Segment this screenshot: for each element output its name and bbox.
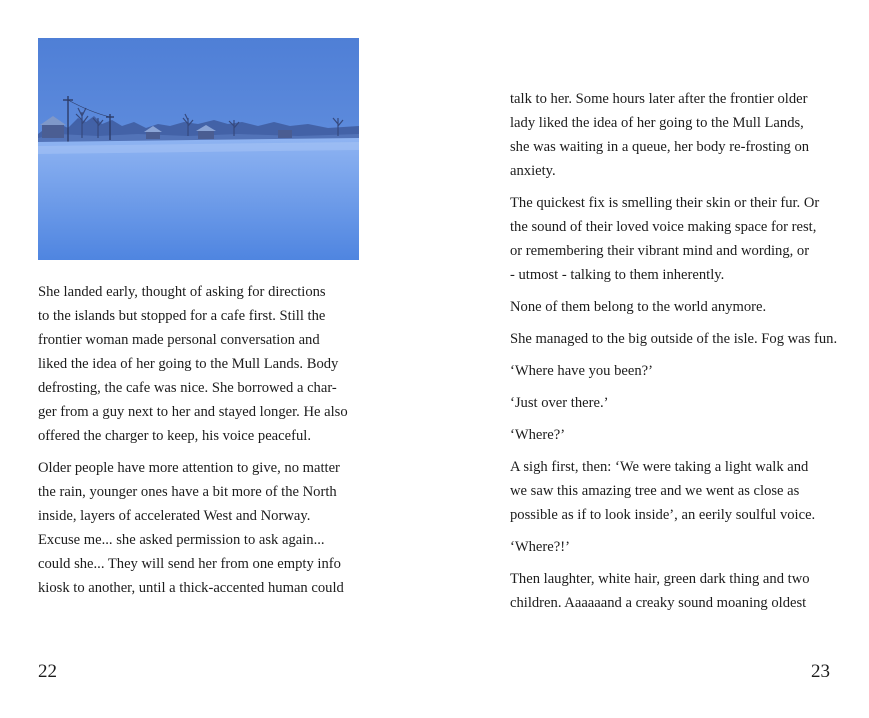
paragraph [510,87,840,183]
text-line: The quickest fix is smelling their skin or their fur. Or [510,195,820,211]
text-line: She landed early, thought of asking for directions [38,284,326,300]
text-line: she was waiting in a queue, her body re-frosting on [510,139,810,155]
text-line: A sigh first, then: ‘We were taking a light walk and [510,459,809,475]
text-line: the rain, younger ones have a bit more of the North [38,484,337,500]
page-number-left: 22 [38,661,57,682]
text-line: ger from a guy next to her and stayed longer. He also [38,404,348,420]
paragraph [510,455,840,527]
right-page [434,0,869,718]
dialogue-line [510,359,840,383]
text-line: ‘Where?!’ [510,539,570,555]
text-line: ‘Just over there.’ [510,395,609,411]
dialogue-line [510,391,840,415]
text-line: defrosting, the cafe was nice. She borrowed a char- [38,380,337,396]
page-number-right: 23 [811,661,830,682]
text-line: to the islands but stopped for a cafe first. Still the [38,308,326,324]
left-page-text [38,280,368,600]
text-line: or remembering their vibrant mind and wording, or [510,243,810,259]
text-line: the sound of their loved voice making space for rest, [510,219,817,235]
text-line: liked the idea of her going to the Mull Lands. Body [38,356,339,372]
text-line: talk to her. Some hours later after the frontier older [510,91,808,107]
text-line: we saw this amazing tree and we went as close as [510,483,800,499]
text-line: None of them belong to the world anymore. [510,299,767,315]
dialogue-line [510,535,840,559]
right-page-text [510,87,840,615]
text-line: lady liked the idea of her going to the Mull Lands, [510,115,804,131]
text-line: ‘Where?’ [510,427,566,443]
paragraph [510,295,840,319]
dialogue-line [510,423,840,447]
text-line: She managed to the big outside of the isle. Fog was fun. [510,331,838,347]
text-line: children. Aaaaaand a creaky sound moaning oldest [510,595,807,611]
text-line: - utmost - talking to them inherently. [510,267,725,283]
text-line: offered the charger to keep, his voice peaceful. [38,428,311,444]
snowy-village-photo [38,38,359,260]
paragraph [38,456,368,600]
paragraph [510,327,840,351]
text-line: kiosk to another, until a thick-accented human could [38,580,344,596]
text-line: anxiety. [510,163,556,179]
text-line: inside, layers of accelerated West and Norway. [38,508,311,524]
left-page [0,0,434,718]
text-line: possible as if to look inside’, an eerily soulful voice. [510,507,816,523]
text-line: Then laughter, white hair, green dark thing and two [510,571,810,587]
text-line: could she... They will send her from one empty info [38,556,341,572]
paragraph [510,567,840,615]
text-line: ‘Where have you been?’ [510,363,654,379]
text-line: frontier woman made personal conversation and [38,332,320,348]
text-line: Older people have more attention to give, no matter [38,460,340,476]
paragraph [38,280,368,448]
text-line: Excuse me... she asked permission to ask again... [38,532,325,548]
paragraph [510,191,840,287]
